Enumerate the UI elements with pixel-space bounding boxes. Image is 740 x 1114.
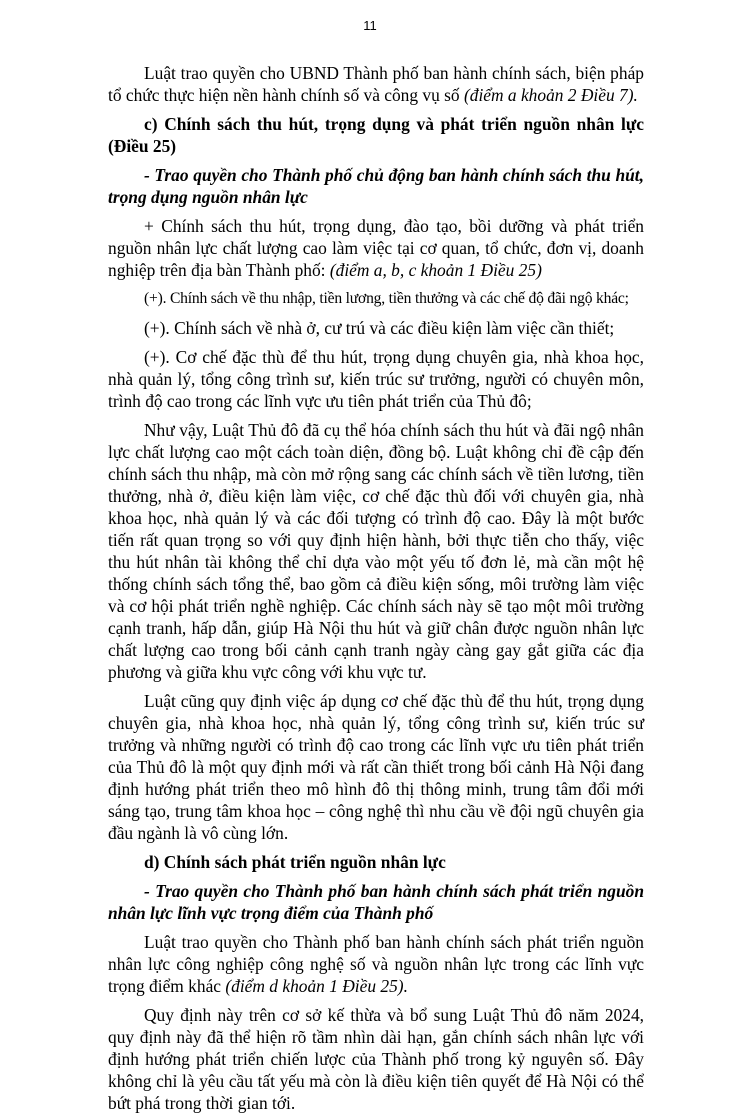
legal-reference: (điểm d khoản 1 Điều 25).: [225, 976, 408, 996]
list-item-income: (+). Chính sách về thu nhập, tiền lương, tiền thưởng và các chế độ đãi ngộ khác;: [144, 290, 629, 307]
paragraph-digital-workforce-text: Luật trao quyền cho Thành phố ban hành chính sách phát triển nguồn nhân lực công nghiệp công nghệ số và nguồn nhân lực trong các lĩnh vực trọng điểm khác: [108, 932, 644, 996]
paragraph-conclusion: Quy định này trên cơ sở kế thừa và bổ sung Luật Thủ đô năm 2024, quy định này đã thể hiện rõ tầm nhìn dài hạn, gắn chính sách nhân lực với định hướng phát triển chiến lược của Thành phố trong kỷ nguyên số. Đây không chỉ là yêu cầu tất yếu mà còn là điều kiện tiên quyết để Hà Nội có thể bứt phá trong thời gian tới.: [108, 1005, 644, 1113]
subheading-c: - Trao quyền cho Thành phố chủ động ban hành chính sách thu hút, trọng dụng nguồn nhân lực: [108, 165, 644, 207]
paragraph-analysis: Như vậy, Luật Thủ đô đã cụ thể hóa chính sách thu hút và đãi ngộ nhân lực chất lượng cao một cách toàn diện, đồng bộ. Luật không chỉ đề cập đến chính sách thu nhập, mà còn mở rộng sang các chính sách về tiền lương, tiền thưởng, nhà ở, điều kiện làm việc, cơ chế đặc thù đối với chuyên gia, nhà khoa học, nhà quản lý và các đối tượng có trình độ cao. Đây là một bước tiến rất quan trọng so với quy định hiện hành, bởi thực tiễn cho thấy, việc thu hút nhân tài không thể chỉ dựa vào một yếu tố đơn lẻ, mà cần một hệ thống chính sách tổng thể, bao gồm cả điều kiện sống, môi trường làm việc và cơ hội phát triển nghề nghiệp. Các chính sách này sẽ tạo một môi trường cạnh tranh, hấp dẫn, giúp Hà Nội thu hút và giữ chân được nguồn nhân lực chất lượng cao trong bối cảnh cạnh tranh ngày càng gay gắt giữa các địa phương và giữa khu vực công với khu vực tư.: [108, 420, 644, 682]
legal-reference: (điểm a, b, c khoản 1 Điều 25): [329, 260, 542, 280]
paragraph-intro: [108, 62, 644, 106]
legal-reference: (điểm a khoản 2 Điều 7).: [463, 85, 638, 105]
section-heading-c: c) Chính sách thu hút, trọng dụng và phát triển nguồn nhân lực (Điều 25): [108, 114, 644, 156]
paragraph-policy: [108, 215, 644, 281]
section-heading-d: d) Chính sách phát triển nguồn nhân lực: [144, 852, 446, 872]
list-item-housing: (+). Chính sách về nhà ở, cư trú và các điều kiện làm việc cần thiết;: [144, 318, 615, 338]
paragraph-intro-text: Luật trao quyền cho UBND Thành phố ban hành chính sách, biện pháp tổ chức thực hiện nền hành chính số và công vụ số: [108, 63, 644, 105]
paragraph-policy-text: + Chính sách thu hút, trọng dụng, đào tạo, bồi dưỡng và phát triển nguồn nhân lực chất lượng cao làm việc tại cơ quan, tổ chức, đơn vị, doanh nghiệp trên địa bàn Thành phố:: [108, 216, 644, 280]
paragraph-digital-workforce: [108, 931, 644, 997]
page-number: 11: [363, 18, 377, 33]
subheading-d: - Trao quyền cho Thành phố ban hành chính sách phát triển nguồn nhân lực lĩnh vực trọng điểm của Thành phố: [108, 881, 644, 923]
list-item-special-mechanism: (+). Cơ chế đặc thù để thu hút, trọng dụng chuyên gia, nhà khoa học, nhà quản lý, tổng công trình sư, kiến trúc sư trưởng, người có chuyên môn, trình độ cao trong các lĩnh vực ưu tiên phát triển của Thủ đô;: [108, 347, 644, 411]
document-body: [108, 62, 644, 1114]
paragraph-special-mechanism: Luật cũng quy định việc áp dụng cơ chế đặc thù để thu hút, trọng dụng chuyên gia, nhà khoa học, nhà quản lý, tổng công trình sư, kiến trúc sư trưởng và những người có trình độ cao trong các lĩnh vực ưu tiên phát triển của Thủ đô là một quy định mới và rất cần thiết trong bối cảnh Hà Nội đang định hướng phát triển theo mô hình đô thị thông minh, trung tâm đổi mới sáng tạo, trung tâm khoa học – công nghệ thì nhu cầu về đội ngũ chuyên gia đầu ngành là vô cùng lớn.: [108, 691, 644, 843]
